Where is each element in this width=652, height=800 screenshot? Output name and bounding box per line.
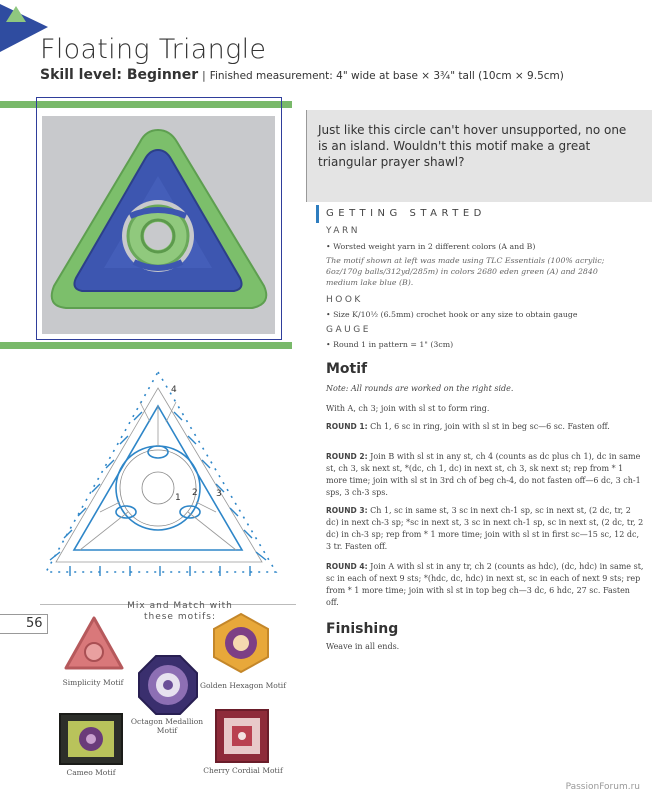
page-title: Floating Triangle <box>40 34 267 65</box>
diagram-label-2: 2 <box>192 488 198 498</box>
motif-heading: Motif <box>326 361 368 377</box>
hook-item: • Size K/10½ (6.5mm) crochet hook or any size to obtain gauge <box>326 310 578 319</box>
watermark: PassionForum.ru <box>565 782 640 792</box>
round-1-label: ROUND 1: <box>326 422 368 431</box>
diagram-label-1: 1 <box>175 493 181 503</box>
hook-heading: HOOK <box>326 295 363 305</box>
octagon-medallion-motif-caption: Octagon Medallion Motif <box>130 717 204 735</box>
simplicity-motif-thumb <box>64 614 124 672</box>
golden-hexagon-motif-thumb <box>210 612 272 674</box>
intro-quote: Just like this circle can't hover unsupported, no one is an island. Wouldn't this motif make a great triangular prayer shawl? <box>318 123 627 169</box>
yarn-heading: YARN <box>326 226 360 236</box>
octagon-medallion-motif-thumb <box>137 654 199 716</box>
gauge-item: • Round 1 in pattern = 1" (3cm) <box>326 340 454 349</box>
finished-measurement: Finished measurement: 4" wide at base × 3¾" tall (10cm × 9.5cm) <box>209 70 564 82</box>
round-2 <box>326 451 644 499</box>
skill-level: Skill level: Beginner <box>40 67 199 83</box>
yarn-item: • Worsted weight yarn in 2 different colors (A and B) <box>326 242 536 251</box>
header-separator: | <box>202 70 206 82</box>
crochet-triangle-photo <box>42 116 275 334</box>
mix-match-title: Mix and Match with these motifs: <box>127 601 233 622</box>
yarn-note: The motif shown at left was made using TLC Essentials (100% acrylic; 6oz/170g balls/312yd/285m) in colors 2680 eden green (A) and 2840 medium lake blue (B). <box>326 256 605 287</box>
gauge-heading: GAUGE <box>326 325 371 335</box>
round-4 <box>326 561 644 609</box>
round-2-label: ROUND 2: <box>326 452 368 461</box>
page-number: 56 <box>26 616 43 631</box>
cherry-cordial-motif-caption: Cherry Cordial Motif <box>203 766 283 775</box>
cherry-cordial-motif-thumb <box>214 708 270 764</box>
simplicity-motif-caption: Simplicity Motif <box>62 678 124 687</box>
round-1 <box>326 421 644 433</box>
round-4-text: Join A with sl st in any tr, ch 2 (counts as hdc), (dc, hdc) in same st, sc in each of next 9 sts; *(hdc, dc, hdc) in next st, sc in each of next 9 sts; rep from * 1 more time; join with sl st in top beg ch—3 dc, 6 hdc, 27 sc. Fasten off. <box>326 562 644 607</box>
getting-started-heading: GETTING STARTED <box>326 208 486 219</box>
finishing-heading: Finishing <box>326 621 399 637</box>
round-3-label: ROUND 3: <box>326 506 368 515</box>
round-3-text: Ch 1, sc in same st, 3 sc in next ch-1 sp, sc in next st, (2 dc, tr, 2 dc) in next ch-3 sp; *sc in next st, 3 sc in next ch-1 sp, sc in next st, (2 dc, tr, 2 dc) in ch-3 sp; rep from * 1 more time; join with sl st in first sc—15 sc, 12 dc, 3 tr. Fasten off. <box>326 506 644 551</box>
getting-started-marker <box>316 205 319 223</box>
cameo-motif-thumb <box>58 712 124 766</box>
round-4-label: ROUND 4: <box>326 562 368 571</box>
cameo-motif-caption: Cameo Motif <box>66 768 116 777</box>
round-2-text: Join B with sl st in any st, ch 4 (counts as dc plus ch 1), dc in same st, ch 3, sk next st, *(dc, ch 1, dc) in next st, ch 3, sk next st; rep from * 1 more time; join with sl st in 3rd ch of beg ch-4, do not fasten off—6 dc, 3 ch-1 sps, 3 ch-3 sps. <box>326 452 641 497</box>
motif-note: Note: All rounds are worked on the right side. <box>326 384 514 393</box>
finishing-text: Weave in all ends. <box>326 642 400 651</box>
bottom-green-bar <box>0 342 292 349</box>
diagram-label-3: 3 <box>216 489 222 499</box>
round-3 <box>326 505 644 553</box>
skill-line <box>40 67 564 83</box>
diagram-label-4: 4 <box>171 385 177 395</box>
round-1-text: Ch 1, 6 sc in ring, join with sl st in beg sc—6 sc. Fasten off. <box>370 422 610 431</box>
golden-hexagon-motif-caption: Golden Hexagon Motif <box>200 681 286 690</box>
crochet-chart-diagram <box>40 362 290 590</box>
motif-start: With A, ch 3; join with sl st to form ring. <box>326 404 490 413</box>
